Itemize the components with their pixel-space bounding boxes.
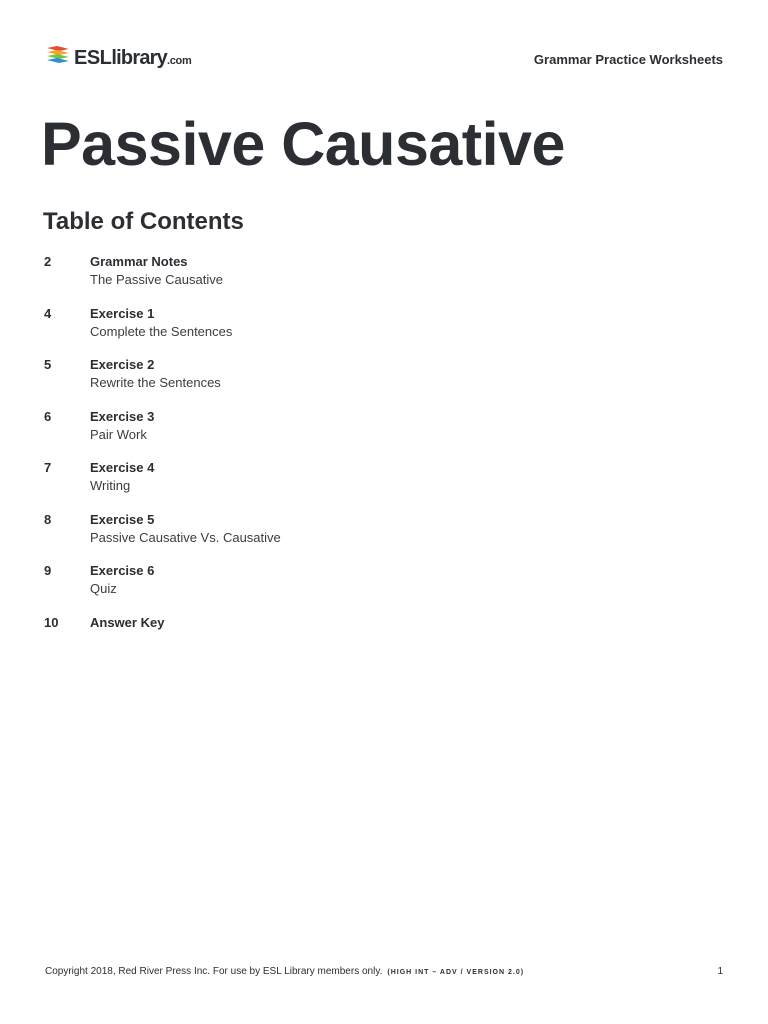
toc-item[interactable] — [44, 252, 644, 304]
toc-item-title: Grammar Notes — [90, 254, 188, 269]
toc-item[interactable] — [44, 458, 644, 510]
logo-esl-text: ESL — [74, 47, 112, 69]
toc-page-number: 8 — [44, 511, 52, 527]
footer-copyright — [45, 966, 524, 977]
toc-item-subtitle: Pair Work — [90, 426, 147, 442]
page-title: Passive Causative — [41, 110, 565, 178]
toc-page-number: 9 — [44, 563, 52, 578]
level-version-label: (HIGH INT – ADV / VERSION 2.0) — [387, 969, 525, 976]
toc-page-number: 6 — [44, 408, 52, 424]
toc-item[interactable] — [44, 561, 644, 613]
esl-library-logo[interactable] — [46, 45, 191, 67]
toc-page-number: 7 — [44, 460, 52, 475]
toc-page-number: 5 — [44, 357, 52, 372]
toc-item-title: Exercise 2 — [90, 357, 155, 372]
toc-item[interactable] — [44, 355, 644, 407]
page-header — [44, 40, 723, 80]
toc-item[interactable] — [44, 613, 644, 665]
series-title: Grammar Practice Worksheets — [533, 52, 723, 67]
logo-com-text: .com — [166, 55, 192, 67]
toc-item-subtitle: Rewrite the Sentences — [90, 375, 221, 390]
toc-item-subtitle: The Passive Causative — [90, 272, 223, 287]
toc-item[interactable] — [44, 304, 644, 356]
toc-page-number: 10 — [44, 614, 59, 630]
logo-library-text: library — [111, 47, 167, 69]
toc-item-title: Exercise 1 — [90, 305, 155, 321]
copyright-text: Copyright 2018, Red River Press Inc. For use by ESL Library members only. — [45, 966, 383, 977]
toc-item-title: Exercise 3 — [90, 408, 155, 424]
toc-item-title: Answer Key — [90, 614, 165, 630]
toc-item-subtitle: Writing — [90, 478, 131, 493]
toc-page-number: 4 — [44, 305, 52, 321]
toc-item[interactable] — [44, 510, 644, 562]
footer-page-number: 1 — [717, 966, 723, 977]
toc-item-title: Exercise 5 — [90, 511, 155, 527]
toc-item-subtitle: Complete the Sentences — [90, 323, 233, 339]
toc-item-title: Exercise 4 — [90, 460, 155, 475]
toc-heading: Table of Contents — [43, 208, 244, 235]
toc-item-subtitle: Quiz — [90, 581, 117, 596]
toc-page-number: 2 — [44, 254, 52, 269]
toc-item[interactable] — [44, 407, 644, 459]
table-of-contents — [44, 252, 644, 664]
book-stack-icon — [46, 45, 70, 67]
toc-item-title: Exercise 6 — [90, 563, 155, 578]
toc-item-subtitle: Passive Causative Vs. Causative — [90, 529, 281, 545]
